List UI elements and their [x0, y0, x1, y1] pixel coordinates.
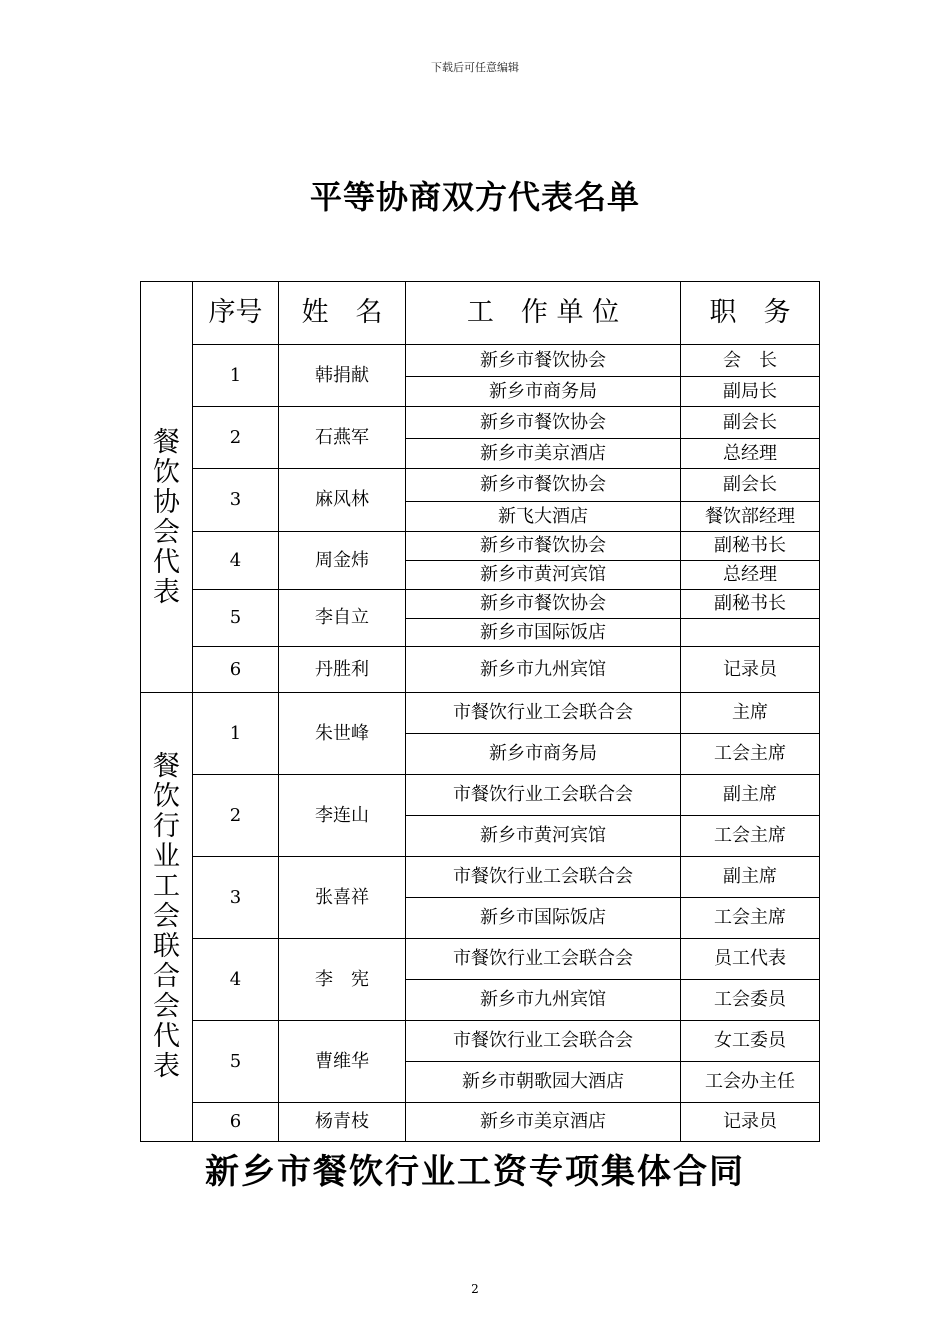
position-cell: 总经理 — [681, 439, 820, 469]
table-row — [141, 532, 820, 561]
name-cell: 杨青枝 — [279, 1103, 406, 1142]
table-row — [141, 407, 820, 439]
name-cell: 曹维华 — [279, 1021, 406, 1103]
seq-cell: 5 — [193, 590, 279, 647]
group-label: 餐饮行业工会联合会代表 — [153, 751, 180, 1082]
unit-cell: 新乡市商务局 — [406, 734, 681, 775]
position-cell: 副局长 — [681, 377, 820, 407]
name-cell: 韩捐献 — [279, 345, 406, 407]
name-cell: 张喜祥 — [279, 857, 406, 939]
position-cell: 会 长 — [681, 345, 820, 377]
position-cell: 副会长 — [681, 469, 820, 502]
position-cell: 主席 — [681, 693, 820, 734]
seq-cell: 1 — [193, 693, 279, 775]
representatives-table — [140, 281, 820, 1142]
position-cell: 副秘书长 — [681, 590, 820, 619]
seq-cell: 6 — [193, 647, 279, 693]
position-cell: 总经理 — [681, 561, 820, 590]
unit-cell: 市餐饮行业工会联合会 — [406, 775, 681, 816]
seq-cell: 3 — [193, 857, 279, 939]
table-row — [141, 693, 820, 734]
unit-cell: 新乡市黄河宾馆 — [406, 816, 681, 857]
column-header-seq: 序号 — [193, 282, 279, 345]
column-header-position: 职 务 — [681, 282, 820, 345]
position-cell: 副会长 — [681, 407, 820, 439]
unit-cell: 新乡市餐饮协会 — [406, 469, 681, 502]
name-cell: 李自立 — [279, 590, 406, 647]
position-cell: 工会办主任 — [681, 1062, 820, 1103]
unit-cell: 新乡市餐饮协会 — [406, 407, 681, 439]
group-label: 餐饮协会代表 — [153, 427, 180, 609]
seq-cell: 4 — [193, 939, 279, 1021]
unit-cell: 新乡市美京酒店 — [406, 1103, 681, 1142]
position-cell: 女工委员 — [681, 1021, 820, 1062]
unit-cell: 新乡市餐饮协会 — [406, 345, 681, 377]
page-title: 平等协商双方代表名单 — [309, 178, 640, 216]
seq-cell: 5 — [193, 1021, 279, 1103]
column-header-name: 姓 名 — [279, 282, 406, 345]
group-label-cell — [141, 693, 193, 1142]
table-row — [141, 345, 820, 377]
group-label-cell — [141, 345, 193, 693]
position-cell: 餐饮部经理 — [681, 502, 820, 532]
seq-cell: 1 — [193, 345, 279, 407]
name-cell: 周金炜 — [279, 532, 406, 590]
seq-cell: 6 — [193, 1103, 279, 1142]
table-header-row — [141, 282, 820, 345]
position-cell: 记录员 — [681, 1103, 820, 1142]
unit-cell: 新乡市餐饮协会 — [406, 590, 681, 619]
position-cell: 员工代表 — [681, 939, 820, 980]
unit-cell: 新乡市黄河宾馆 — [406, 561, 681, 590]
unit-cell: 新乡市餐饮协会 — [406, 532, 681, 561]
name-cell: 李连山 — [279, 775, 406, 857]
unit-cell: 新乡市九州宾馆 — [406, 980, 681, 1021]
table-row — [141, 590, 820, 619]
table-row — [141, 469, 820, 502]
seq-cell: 3 — [193, 469, 279, 532]
unit-cell: 新乡市朝歌园大酒店 — [406, 1062, 681, 1103]
table-row — [141, 857, 820, 898]
unit-cell: 新乡市九州宾馆 — [406, 647, 681, 693]
unit-cell: 新飞大酒店 — [406, 502, 681, 532]
position-cell: 工会主席 — [681, 734, 820, 775]
position-cell: 副主席 — [681, 775, 820, 816]
unit-cell: 新乡市商务局 — [406, 377, 681, 407]
seq-cell: 2 — [193, 775, 279, 857]
unit-cell: 市餐饮行业工会联合会 — [406, 1021, 681, 1062]
position-cell: 记录员 — [681, 647, 820, 693]
column-header-unit: 工 作 单 位 — [406, 282, 681, 345]
unit-cell: 市餐饮行业工会联合会 — [406, 939, 681, 980]
name-cell: 麻风林 — [279, 469, 406, 532]
unit-cell: 市餐饮行业工会联合会 — [406, 693, 681, 734]
table-row — [141, 775, 820, 816]
unit-cell: 新乡市美京酒店 — [406, 439, 681, 469]
header-note: 下载后可任意编辑 — [431, 61, 519, 74]
group-column-header — [141, 282, 193, 345]
table-row — [141, 647, 820, 693]
name-cell: 丹胜利 — [279, 647, 406, 693]
name-cell: 石燕军 — [279, 407, 406, 469]
unit-cell: 新乡市国际饭店 — [406, 619, 681, 647]
position-cell: 副秘书长 — [681, 532, 820, 561]
name-cell: 李 宪 — [279, 939, 406, 1021]
position-cell: 工会委员 — [681, 980, 820, 1021]
table-row — [141, 1103, 820, 1142]
page-number: 2 — [471, 1282, 479, 1296]
footer-title: 新乡市餐饮行业工资专项集体合同 — [205, 1152, 745, 1192]
seq-cell: 2 — [193, 407, 279, 469]
unit-cell: 市餐饮行业工会联合会 — [406, 857, 681, 898]
unit-cell: 新乡市国际饭店 — [406, 898, 681, 939]
position-cell: 工会主席 — [681, 898, 820, 939]
position-cell: 工会主席 — [681, 816, 820, 857]
position-cell — [681, 619, 820, 647]
table-body — [141, 345, 820, 1142]
table-row — [141, 1021, 820, 1062]
name-cell: 朱世峰 — [279, 693, 406, 775]
table-row — [141, 939, 820, 980]
seq-cell: 4 — [193, 532, 279, 590]
position-cell: 副主席 — [681, 857, 820, 898]
